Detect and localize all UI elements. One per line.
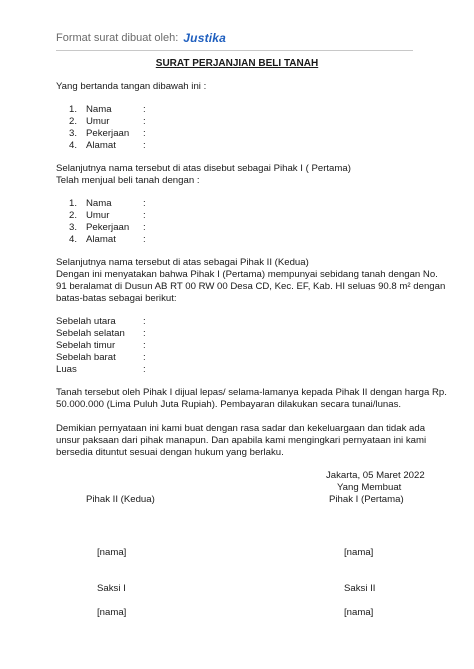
field-label-umur: Umur <box>86 210 110 221</box>
payment-line-2: 50.000.000 (Lima Puluh Juta Rupiah). Pembayaran dilakukan secara tunai/lunas. <box>56 399 402 410</box>
party2-note: Selanjutnya nama tersebut di atas sebagai Pihak II (Kedua) <box>56 257 309 268</box>
intro-text: Yang bertanda tangan dibawah ini : <box>56 81 207 92</box>
field-number: 1. <box>68 104 77 115</box>
signer-heading: Yang Membuat <box>337 482 402 493</box>
statement-line-2: 91 beralamat di Dusun AB RT 00 RW 00 Desa CD, Kec. EF, Kab. HI seluas 90.8 m² dengan <box>56 281 446 292</box>
boundary-label-east: Sebelah timur <box>56 340 116 351</box>
left-witness-name: [nama] <box>97 607 127 618</box>
statement-line-1: Dengan ini menyatakan bahwa Pihak I (Pertama) mempunyai sebidang tanah dengan No. <box>56 269 438 280</box>
statement-line-3: batas-batas sebagai berikut: <box>56 293 177 304</box>
left-signer-name: [nama] <box>97 547 127 558</box>
closing-line-3: bersedia dituntut sesuai dengan hukum yang berlaku. <box>56 447 284 458</box>
boundary-label-north: Sebelah utara <box>56 316 116 327</box>
party1-note: Selanjutnya nama tersebut di atas disebut sebagai Pihak I ( Pertama) <box>56 163 351 174</box>
left-witness-label: Saksi I <box>97 583 126 594</box>
field-separator: : <box>143 328 146 339</box>
sold-to-text: Telah menjual beli tanah dengan : <box>56 175 200 186</box>
closing-line-1: Demikian pernyataan ini kami buat dengan rasa sadar dan kekeluargaan dan tidak ada <box>56 423 426 434</box>
field-separator: : <box>143 364 146 375</box>
credit-text: Format surat dibuat oleh: <box>56 32 179 44</box>
document-title: SURAT PERJANJIAN BELI TANAH <box>155 58 319 69</box>
field-separator: : <box>143 222 146 233</box>
header-divider <box>56 50 413 51</box>
field-label-umur: Umur <box>86 116 110 127</box>
place-date: Jakarta, 05 Maret 2022 <box>326 470 425 481</box>
field-number: 1. <box>68 198 77 209</box>
justika-logo: Justika <box>183 31 227 45</box>
field-number: 4. <box>68 140 77 151</box>
field-label-pekerjaan: Pekerjaan <box>86 222 130 233</box>
field-separator: : <box>143 104 146 115</box>
boundary-label-south: Sebelah selatan <box>56 328 125 339</box>
right-party-label: Pihak I (Pertama) <box>329 494 404 505</box>
field-number: 2. <box>68 116 77 127</box>
right-signer-name: [nama] <box>344 547 374 558</box>
field-separator: : <box>143 116 146 127</box>
field-label-alamat: Alamat <box>86 140 116 151</box>
boundary-label-area: Luas <box>56 364 77 375</box>
field-number: 4. <box>68 234 77 245</box>
field-separator: : <box>143 316 146 327</box>
boundary-label-west: Sebelah barat <box>56 352 116 363</box>
field-separator: : <box>143 352 146 363</box>
field-separator: : <box>143 340 146 351</box>
field-number: 2. <box>68 210 77 221</box>
field-label-alamat: Alamat <box>86 234 116 245</box>
field-label-nama: Nama <box>86 198 112 209</box>
field-separator: : <box>143 198 146 209</box>
field-separator: : <box>143 128 146 139</box>
field-number: 3. <box>68 222 77 233</box>
field-separator: : <box>143 210 146 221</box>
field-separator: : <box>143 234 146 245</box>
field-number: 3. <box>68 128 77 139</box>
payment-line-1: Tanah tersebut oleh Pihak I dijual lepas/ selama-lamanya kepada Pihak II dengan harga Rp. <box>56 387 447 398</box>
field-separator: : <box>143 140 146 151</box>
field-label-nama: Nama <box>86 104 112 115</box>
right-witness-label: Saksi II <box>344 583 376 594</box>
field-label-pekerjaan: Pekerjaan <box>86 128 130 139</box>
closing-line-2: unsur paksaan dari pihak manapun. Dan apabila kami mengingkari pernyataan ini kami <box>56 435 427 446</box>
document-header <box>56 30 226 46</box>
right-witness-name: [nama] <box>344 607 374 618</box>
left-party-label: Pihak II (Kedua) <box>86 494 155 505</box>
